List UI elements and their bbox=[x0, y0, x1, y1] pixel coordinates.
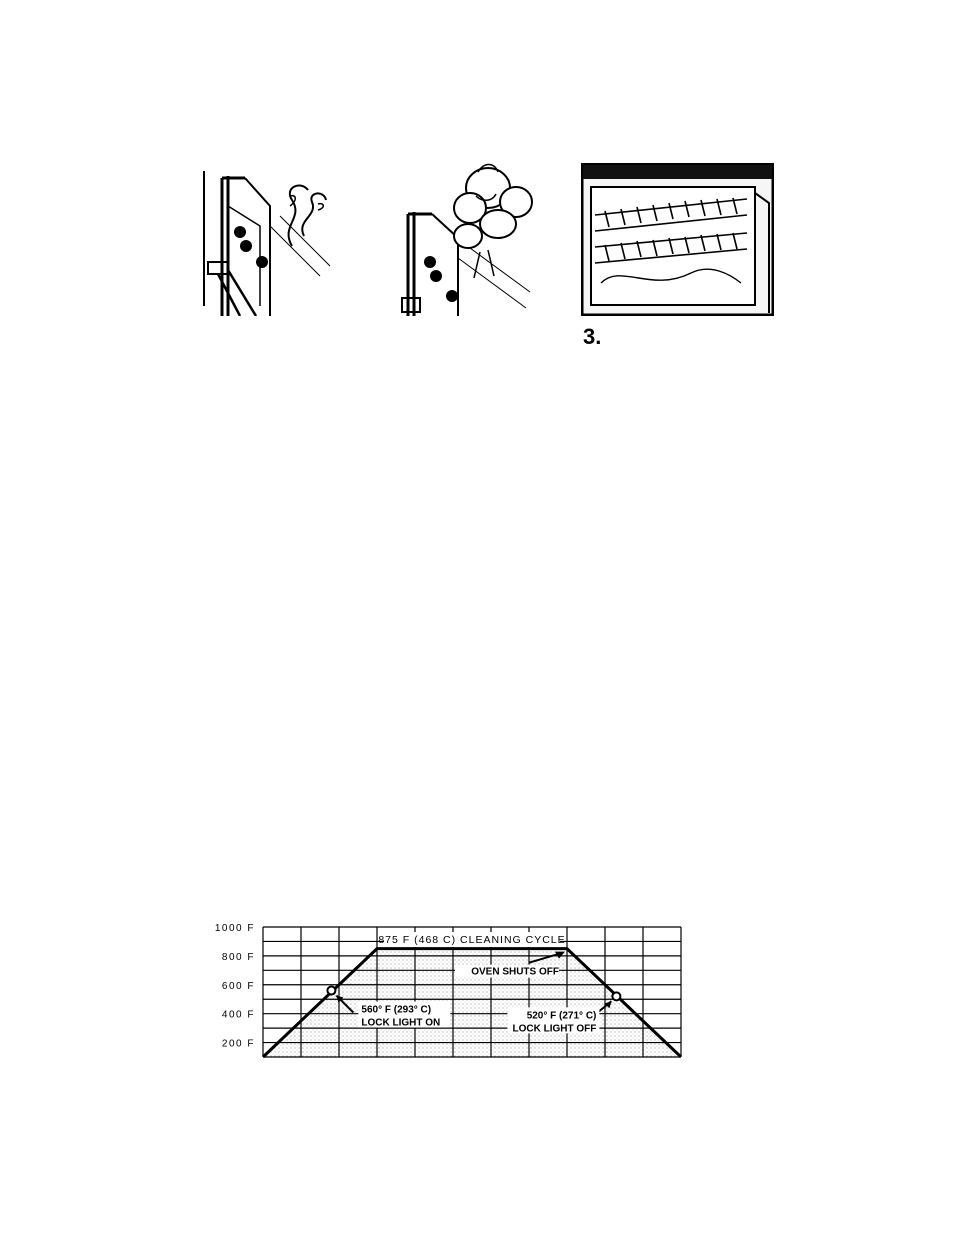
oven-smoke-illustration bbox=[200, 166, 335, 316]
marker-label-lock-status: LOCK LIGHT OFF bbox=[512, 1023, 597, 1035]
y-axis-ticks bbox=[215, 923, 255, 1050]
y-tick-label: 1000 F bbox=[214, 923, 255, 934]
lock-point-marker bbox=[612, 992, 620, 1000]
oven-cloud-illustration bbox=[398, 158, 533, 316]
open-oven-illustration bbox=[581, 163, 774, 316]
y-tick-label: 200 F bbox=[221, 1038, 255, 1050]
y-tick-label: 400 F bbox=[221, 1009, 255, 1021]
y-tick-label: 600 F bbox=[221, 980, 255, 992]
marker-label-temperature: 560° F (293° C) bbox=[361, 1004, 432, 1016]
chart-title: 875 F (468 C) CLEANING CYCLE bbox=[378, 934, 566, 946]
marker-label-lock-status: LOCK LIGHT ON bbox=[361, 1017, 441, 1029]
lock-point-marker bbox=[327, 987, 335, 995]
figure-3-label: 3. bbox=[583, 324, 602, 349]
annotation-oven-shuts-off: OVEN SHUTS OFF bbox=[471, 966, 559, 978]
cleaning-cycle-chart bbox=[206, 915, 686, 1075]
y-tick-label: 800 F bbox=[221, 951, 255, 963]
marker-label-temperature: 520° F (271° C) bbox=[526, 1010, 597, 1022]
